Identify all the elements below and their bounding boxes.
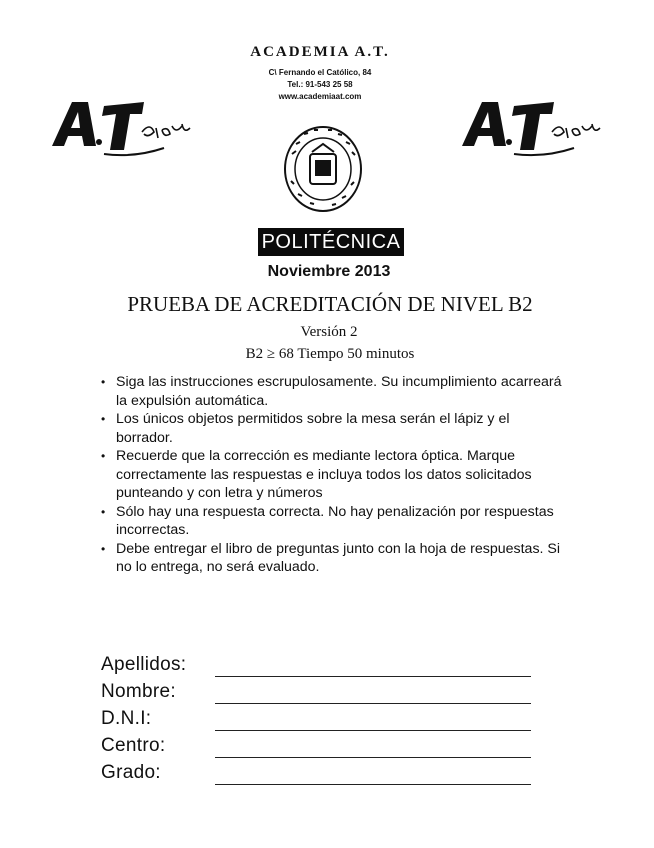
candidate-form	[101, 654, 531, 789]
field-label: Nombre:	[101, 681, 176, 702]
field-label: D.N.I:	[101, 708, 152, 729]
field-centro	[101, 735, 531, 762]
instruction-item	[100, 540, 570, 577]
bullet-icon: •	[101, 504, 106, 519]
instruction-item	[100, 447, 570, 503]
field-label: Centro:	[101, 735, 166, 756]
instruction-item	[100, 503, 570, 540]
logo-right	[454, 84, 604, 164]
field-underline[interactable]	[215, 730, 531, 731]
exam-time-info: B2 ≥ 68 Tiempo 50 minutos	[245, 346, 415, 362]
academy-phone: Tel.: 91-543 25 58	[287, 80, 353, 89]
instructions-list	[100, 373, 570, 577]
exam-title: PRUEBA DE ACREDITACIÓN DE NIVEL B2	[127, 292, 533, 316]
field-apellidos	[101, 654, 531, 681]
field-underline[interactable]	[215, 703, 531, 704]
bullet-icon: •	[101, 375, 106, 389]
instruction-item	[100, 410, 570, 447]
seal-icon	[282, 124, 364, 214]
instruction-text: Debe entregar el libro de preguntas junto con la hoja de respuestas. Si no lo entrega, no será evaluado.	[116, 540, 561, 575]
field-label: Grado:	[101, 762, 161, 783]
academy-name: ACADEMIA A.T.	[250, 44, 390, 60]
instruction-text: Siga las instrucciones escrupulosamente. Su incumplimiento acarreará la expulsión automática.	[116, 374, 562, 409]
instruction-text: Sólo hay una respuesta correcta. No hay penalización por respuestas incorrectas.	[116, 503, 554, 538]
at-class-logo-icon	[454, 84, 604, 164]
exam-version: Versión 2	[300, 324, 358, 340]
field-underline[interactable]	[215, 784, 531, 785]
field-nombre	[101, 681, 531, 708]
field-dni	[101, 708, 531, 735]
bullet-icon: •	[101, 541, 106, 556]
bullet-icon: •	[101, 412, 106, 426]
instruction-text: Recuerde que la corrección es mediante lectora óptica. Marque correctamente las respuestas e incluya todos los datos solicitados punteando y con letra y números	[116, 448, 532, 501]
field-underline[interactable]	[215, 757, 531, 758]
field-underline[interactable]	[215, 676, 531, 677]
bullet-icon: •	[101, 449, 106, 463]
university-seal	[282, 124, 364, 214]
field-label: Apellidos:	[101, 654, 187, 675]
instruction-text: Los únicos objetos permitidos sobre la mesa serán el lápiz y el borrador.	[116, 411, 510, 446]
academy-website: www.academiaat.com	[278, 92, 362, 101]
exam-date: Noviembre 2013	[267, 263, 391, 280]
logo-left	[44, 84, 194, 164]
field-grado	[101, 762, 531, 789]
instruction-item	[100, 373, 570, 410]
at-class-logo-icon	[44, 84, 194, 164]
academy-address: C\ Fernando el Católico, 84	[268, 68, 372, 77]
politecnica-banner: POLITÉCNICA	[258, 228, 404, 256]
